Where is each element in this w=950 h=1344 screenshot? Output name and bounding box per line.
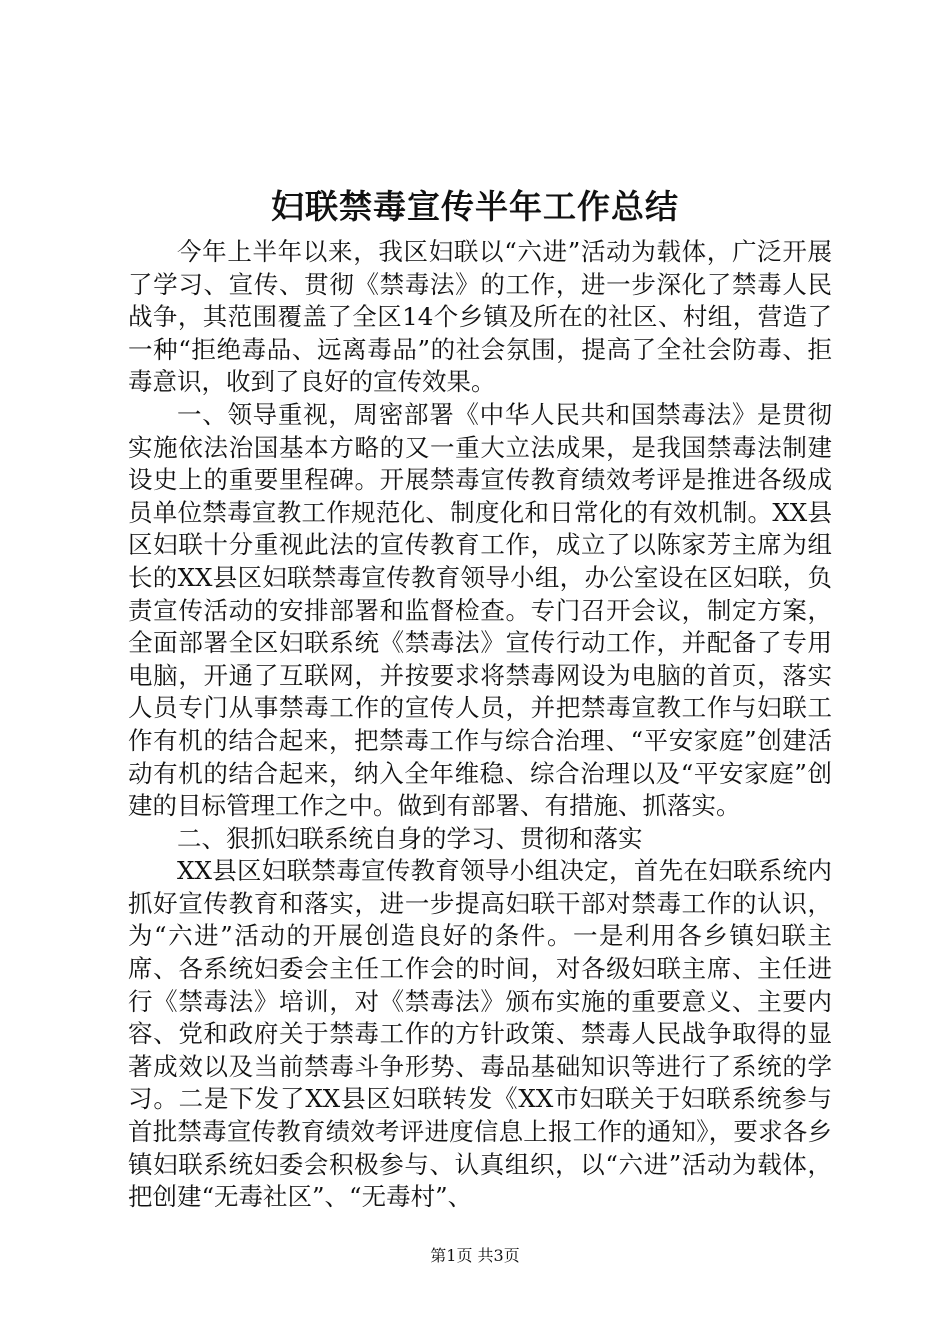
page-number: 第1页 共3页: [430, 1246, 520, 1265]
paragraph-intro: 今年上半年以来，我区妇联以“六进”活动为载体，广泛开展了学习、宣传、贯彻《禁毒法》的工作，进一步深化了禁毒人民战争，其范围覆盖了全区14个乡镇及所在的社区、村组，营造了一种“拒绝毒品、远离毒品”的社会氛围，提高了全社会防毒、拒毒意识，收到了良好的宣传效果。: [128, 237, 832, 397]
paragraph-section-2-heading: 二、狠抓妇联系统自身的学习、贯彻和落实: [177, 823, 643, 853]
document-body: [128, 236, 832, 1214]
paragraph-section-2: XX县区妇联禁毒宣传教育领导小组决定，首先在妇联系统内抓好宣传教育和落实，进一步提高妇联干部对禁毒工作的认识，为“六进”活动的开展创造良好的条件。一是利用各乡镇妇联主席、各系统妇委会主任工作会的时间，对各级妇联主席、主任进行《禁毒法》培训，对《禁毒法》颁布实施的重要意义、主要内容、党和政府关于禁毒工作的方针政策、禁毒人民战争取得的显著成效以及当前禁毒斗争形势、毒品基础知识等进行了系统的学习。二是下发了XX县区妇联转发《XX市妇联关于妇联系统参与首批禁毒宣传教育绩效考评进度信息上报工作的通知》，要求各乡镇妇联系统妇委会积极参与、认真组织，以“六进”活动为载体，把创建“无毒社区”、“无毒村”、: [128, 856, 832, 1212]
document-title: 妇联禁毒宣传半年工作总结: [271, 187, 679, 226]
paragraph-section-1: 一、领导重视，周密部署《中华人民共和国禁毒法》是贯彻实施依法治国基本方略的又一重大立法成果，是我国禁毒法制建设史上的重要里程碑。开展禁毒宣传教育绩效考评是推进各级成员单位禁毒宣教工作规范化、制度化和日常化的有效机制。XX县区妇联十分重视此法的宣传教育工作，成立了以陈家芳主席为组长的XX县区妇联禁毒宣传教育领导小组，办公室设在区妇联，负责宣传活动的安排部署和监督检查。专门召开会议，制定方案，全面部署全区妇联系统《禁毒法》宣传行动工作，并配备了专用电脑，开通了互联网，并按要求将禁毒网设为电脑的首页，落实人员专门从事禁毒工作的宣传人员，并把禁毒宣教工作与妇联工作有机的结合起来，把禁毒工作与综合治理、“平安家庭”创建活动有机的结合起来，纳入全年维稳、综合治理以及“平安家庭”创建的目标管理工作之中。做到有部署、有措施、抓落实。: [128, 399, 832, 821]
